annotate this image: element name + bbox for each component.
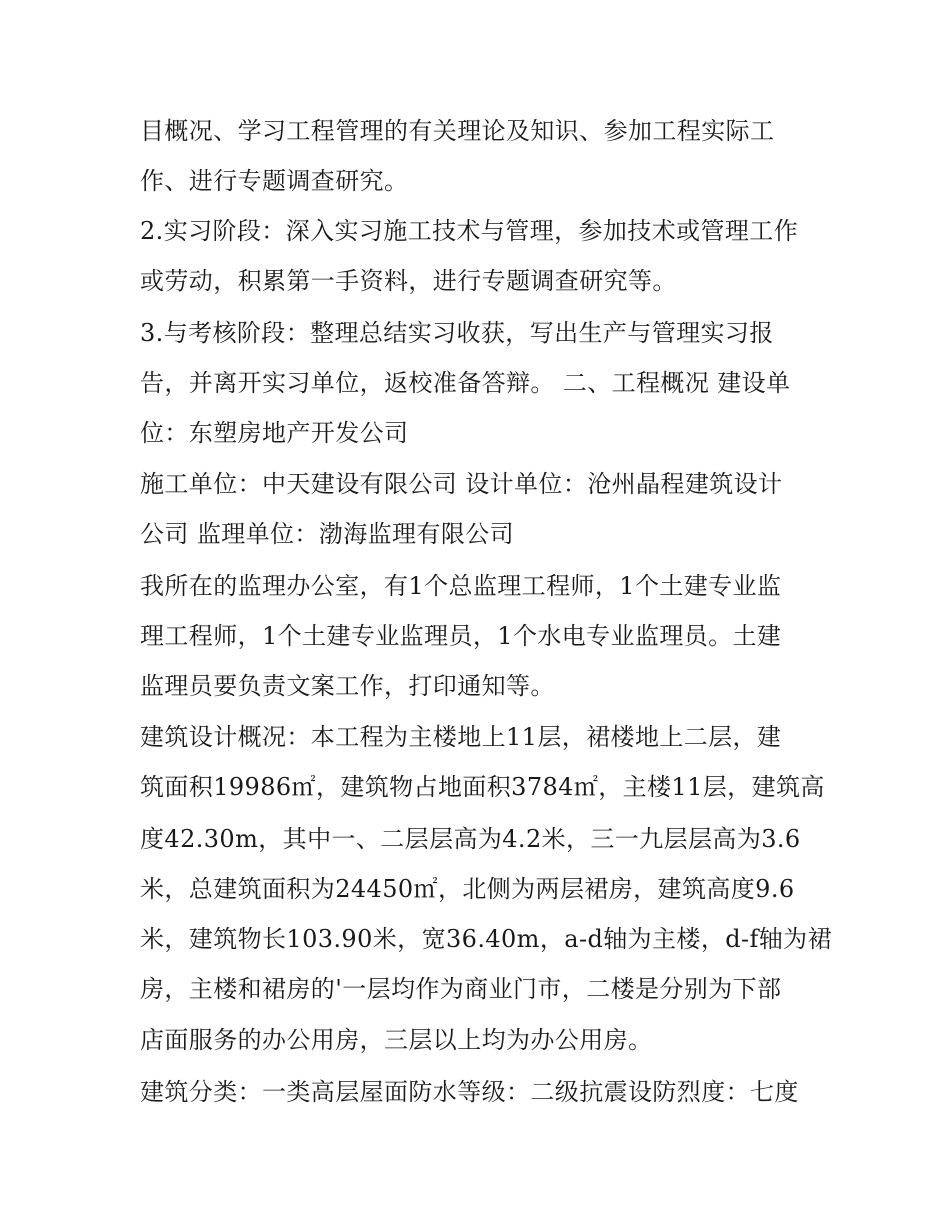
text-line: 店面服务的办公用房，三层以上均为办公用房。 [140, 1026, 653, 1054]
text-line: 米，建筑物长103.90米，宽36.40m，a-d轴为主楼，d-f轴为裙 [140, 925, 832, 953]
text-line: 或劳动，积累第一手资料，进行专题调查研究等。 [140, 267, 677, 295]
text-line: 2.实习阶段：深入实习施工技术与管理，参加技术或管理工作 [140, 217, 799, 245]
text-line: 建筑设计概况：本工程为主楼地上11层，裙楼地上二层，建 [140, 723, 782, 751]
text-line: 监理员要负责文案工作，打印通知等。 [140, 672, 555, 700]
text-line: 米，总建筑面积为24450㎡，北侧为两层裙房，建筑高度9.6 [140, 875, 795, 903]
text-line: 作、进行专题调查研究。 [140, 167, 409, 195]
text-line: 公司 监理单位：渤海监理有限公司 [140, 520, 515, 548]
text-line: 目概况、学习工程管理的有关理论及知识、参加工程实际工 [140, 117, 775, 145]
text-line: 建筑分类：一类高层屋面防水等级：二级抗震设防烈度：七度 [140, 1078, 799, 1106]
text-line: 告，并离开实习单位，返校准备答辩。 二、工程概况 建设单 [140, 369, 791, 397]
text-line: 筑面积19986㎡，建筑物占地面积3784㎡，主楼11层，建筑高 [140, 773, 825, 801]
text-line: 施工单位：中天建设有限公司 设计单位：沧州晶程建筑设计 [140, 470, 783, 498]
text-line: 房，主楼和裙房的'一层均作为商业门市，二楼是分别为下部 [140, 975, 782, 1003]
text-line: 理工程师，1个土建专业监理员，1个水电专业监理员。土建 [140, 622, 782, 650]
text-line: 度42.30m，其中一、二层层高为4.2米，三一九层层高为3.6 [140, 825, 801, 853]
text-line: 我所在的监理办公室，有1个总监理工程师，1个土建专业监 [140, 572, 782, 600]
text-line: 3.与考核阶段：整理总结实习收获，写出生产与管理实习报 [140, 319, 774, 347]
text-line: 位：东塑房地产开发公司 [140, 419, 409, 447]
